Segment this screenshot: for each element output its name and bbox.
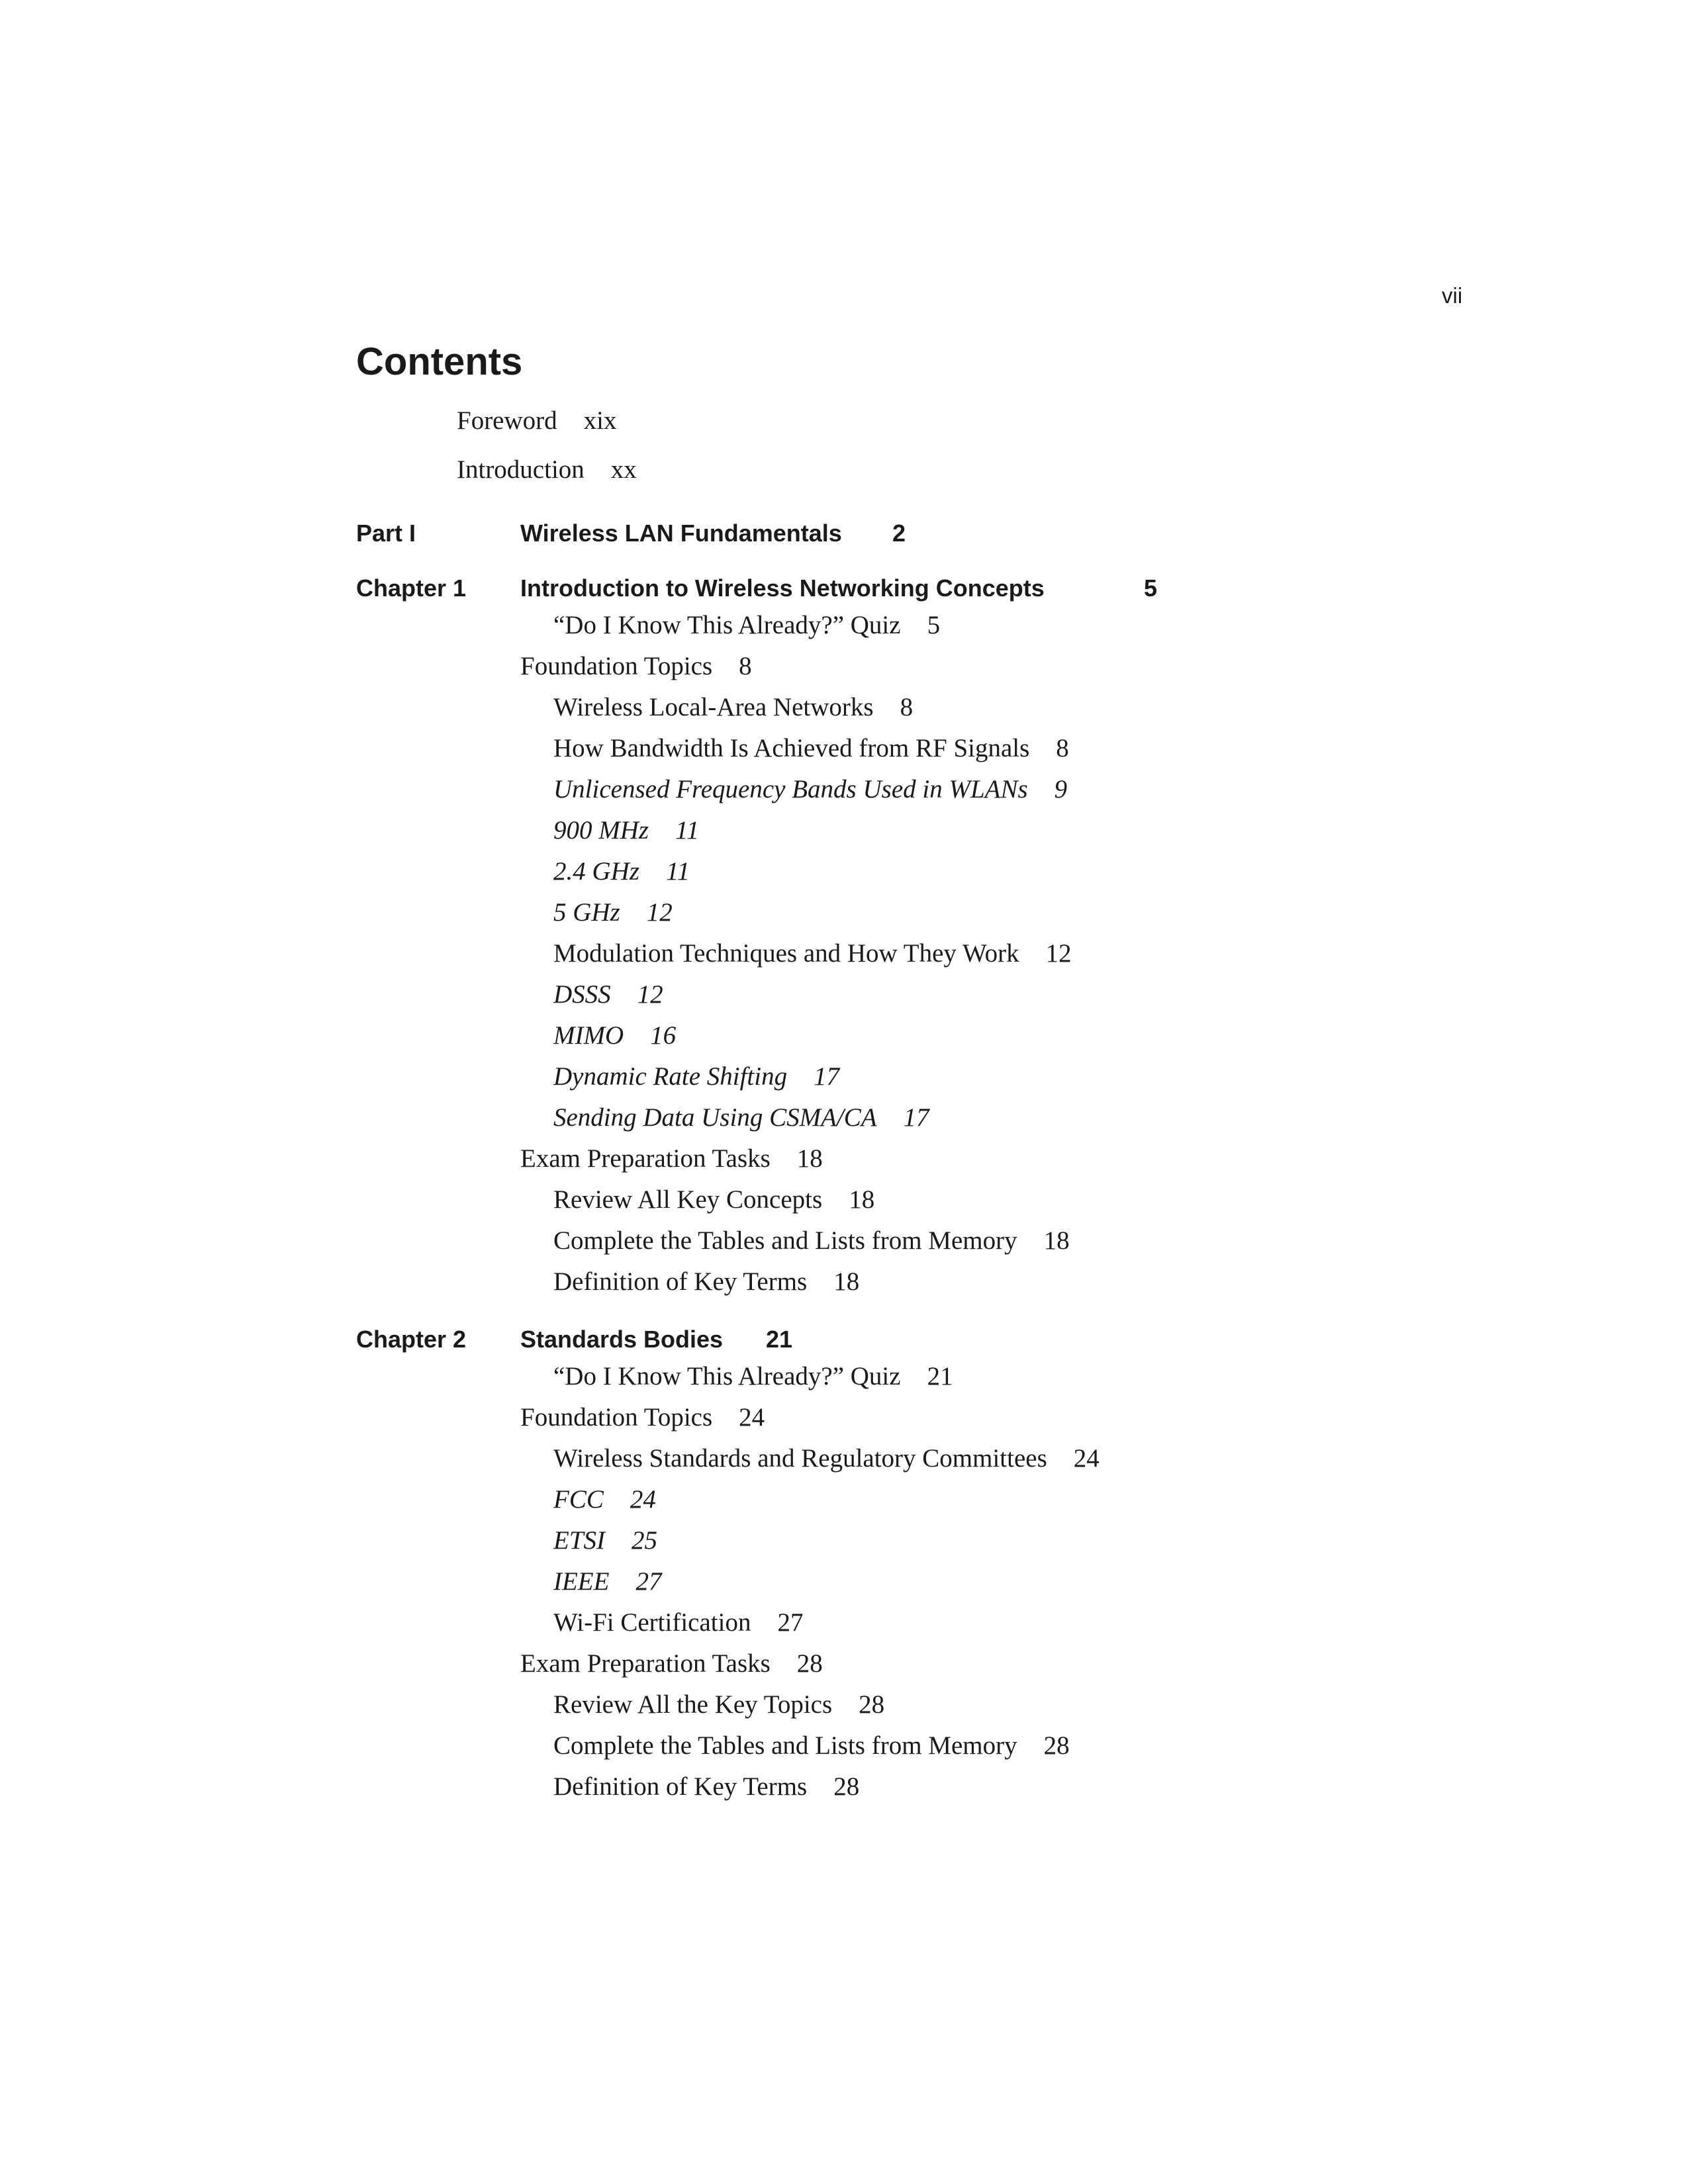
toc-entry-page: 18: [833, 1267, 860, 1296]
toc-entry-page: 28: [1043, 1731, 1070, 1760]
toc-entry-label: Foundation Topics: [520, 1403, 713, 1432]
toc-entry[interactable]: [553, 981, 663, 1007]
toc-entry-label: Definition of Key Terms: [553, 1772, 808, 1801]
toc-entry[interactable]: [520, 1146, 823, 1171]
chapter-title: Standards Bodies: [520, 1326, 724, 1353]
toc-entry-page: 8: [1056, 734, 1069, 762]
toc-entry-label: Exam Preparation Tasks: [520, 1649, 771, 1678]
toc-entry-label: ETSI: [553, 1526, 605, 1555]
toc-entry[interactable]: [553, 858, 690, 884]
toc-entry[interactable]: [553, 694, 913, 720]
toc-entry-label: Wireless Local-Area Networks: [553, 693, 874, 721]
toc-entry-label: Introduction: [457, 455, 585, 484]
toc-entry-page: 25: [632, 1526, 657, 1555]
toc-entry[interactable]: [553, 1774, 859, 1799]
toc-entry[interactable]: [553, 776, 1067, 802]
toc-entry[interactable]: [553, 1064, 839, 1089]
toc-entry[interactable]: [520, 653, 752, 679]
part-label: Part I: [356, 520, 416, 547]
toc-entry-label: Complete the Tables and Lists from Memory: [553, 1731, 1017, 1760]
toc-entry-page: 21: [927, 1362, 953, 1390]
toc-entry-page: 28: [859, 1690, 885, 1719]
toc-entry-label: 900 MHz: [553, 816, 649, 844]
chapter-label: Chapter 2: [356, 1326, 467, 1353]
toc-entry[interactable]: [553, 1733, 1070, 1758]
toc-entry-label: “Do I Know This Already?” Quiz: [553, 611, 901, 639]
toc-entry[interactable]: [553, 735, 1069, 761]
toc-entry-page: xix: [583, 406, 617, 435]
toc-entry-page: 27: [777, 1608, 804, 1637]
toc-entry[interactable]: [553, 612, 940, 638]
toc-entry-label: Foundation Topics: [520, 652, 713, 680]
toc-entry-label: Foreword: [457, 406, 557, 435]
toc-entry-label: IEEE: [553, 1567, 610, 1596]
toc-entry[interactable]: [553, 817, 699, 843]
toc-entry-page: 11: [675, 816, 700, 844]
toc-entry[interactable]: [553, 1363, 953, 1389]
toc-entry-label: Wireless Standards and Regulatory Committees: [553, 1444, 1047, 1473]
part-title: Wireless LAN Fundamentals: [520, 520, 842, 547]
toc-entry-page: 12: [637, 980, 663, 1009]
toc-entry[interactable]: [553, 1692, 884, 1717]
chapter-title: Introduction to Wireless Networking Concepts: [520, 574, 1045, 602]
toc-entry-label: MIMO: [553, 1021, 624, 1050]
page-number: vii: [1442, 283, 1463, 308]
chapter-label: Chapter 1: [356, 574, 467, 602]
toc-entry[interactable]: [553, 1187, 874, 1212]
toc-entry[interactable]: [553, 1569, 661, 1594]
toc-entry[interactable]: [520, 1651, 823, 1676]
toc-entry[interactable]: [553, 899, 673, 925]
toc-entry[interactable]: [553, 1228, 1070, 1253]
toc-entry[interactable]: [553, 1023, 676, 1048]
toc-entry-introduction[interactable]: [457, 457, 637, 482]
toc-entry-label: Exam Preparation Tasks: [520, 1144, 771, 1173]
toc-entry-page: 18: [849, 1185, 875, 1214]
toc-entry-label: Unlicensed Frequency Bands Used in WLANs: [553, 775, 1028, 803]
toc-entry-foreword[interactable]: [457, 408, 616, 433]
chapter-page: 5: [1144, 574, 1158, 602]
toc-entry-page: 9: [1054, 775, 1068, 803]
toc-entry-page: 17: [814, 1062, 840, 1091]
toc-entry-label: Modulation Techniques and How They Work: [553, 939, 1019, 968]
page-title: Contents: [356, 340, 523, 383]
toc-entry-label: Complete the Tables and Lists from Memory: [553, 1226, 1017, 1255]
toc-entry-label: Review All the Key Topics: [553, 1690, 833, 1719]
toc-entry[interactable]: [553, 1527, 657, 1553]
toc-entry-page: 28: [833, 1772, 860, 1801]
toc-entry-page: 16: [650, 1021, 677, 1050]
toc-entry-label: Wi-Fi Certification: [553, 1608, 751, 1637]
toc-entry[interactable]: [553, 1105, 929, 1130]
toc-entry-page: 8: [739, 652, 752, 680]
toc-entry-page: 28: [796, 1649, 823, 1678]
toc-entry-page: 12: [1045, 939, 1072, 968]
toc-entry[interactable]: [553, 1269, 859, 1295]
toc-entry-page: 27: [635, 1567, 662, 1596]
toc-entry-page: 11: [666, 857, 690, 886]
toc-entry-page: 8: [900, 693, 914, 721]
toc-entry-label: DSSS: [553, 980, 611, 1009]
toc-entry[interactable]: [520, 1404, 765, 1430]
toc-entry[interactable]: [553, 1486, 656, 1512]
toc-entry-page: 24: [1073, 1444, 1100, 1473]
toc-entry-label: Sending Data Using CSMA/CA: [553, 1103, 877, 1132]
toc-entry-page: 5: [927, 611, 941, 639]
toc-entry-page: 18: [1043, 1226, 1070, 1255]
toc-entry-page: 24: [630, 1485, 656, 1514]
toc-entry-page: 24: [739, 1403, 765, 1432]
toc-entry-label: How Bandwidth Is Achieved from RF Signals: [553, 734, 1030, 762]
toc-entry-page: 17: [903, 1103, 929, 1132]
toc-entry-page: xx: [610, 455, 637, 484]
chapter-page: 21: [766, 1326, 793, 1353]
toc-entry-label: Review All Key Concepts: [553, 1185, 823, 1214]
toc-entry-label: 5 GHz: [553, 898, 620, 927]
toc-entry-page: 12: [646, 898, 673, 927]
toc-entry[interactable]: [553, 1610, 803, 1635]
toc-entry-label: Definition of Key Terms: [553, 1267, 808, 1296]
toc-entry-page: 18: [796, 1144, 823, 1173]
toc-entry[interactable]: [553, 1445, 1100, 1471]
toc-entry-label: FCC: [553, 1485, 604, 1514]
toc-entry[interactable]: [553, 940, 1072, 966]
part-page: 2: [892, 520, 906, 547]
toc-entry-label: “Do I Know This Already?” Quiz: [553, 1362, 901, 1390]
toc-entry-label: Dynamic Rate Shifting: [553, 1062, 788, 1091]
toc-entry-label: 2.4 GHz: [553, 857, 640, 886]
